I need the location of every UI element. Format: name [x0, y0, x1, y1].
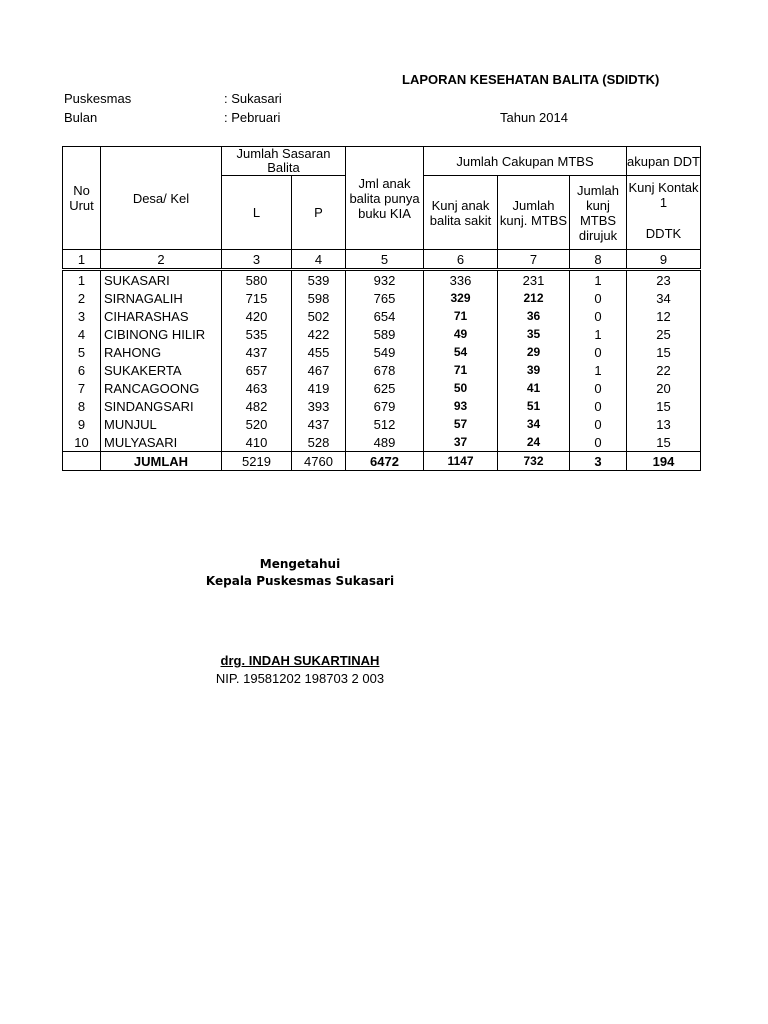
- row-kunj-mtbs: 36: [498, 307, 570, 325]
- row-kunj-mtbs: 212: [498, 289, 570, 307]
- row-kunj-mtbs: 24: [498, 433, 570, 452]
- row-no: 10: [63, 433, 101, 452]
- row-kia: 625: [346, 379, 424, 397]
- row-desa: SUKAKERTA: [101, 361, 222, 379]
- col-number: 2: [101, 250, 222, 270]
- row-kia: 589: [346, 325, 424, 343]
- col-number: 7: [498, 250, 570, 270]
- row-kunj-mtbs: 34: [498, 415, 570, 433]
- row-ddtk: 22: [627, 361, 701, 379]
- row-no: 7: [63, 379, 101, 397]
- row-dirujuk: 1: [570, 270, 627, 290]
- report-table: [62, 146, 701, 471]
- col-number: 1: [63, 250, 101, 270]
- total-l: 5219: [222, 452, 292, 471]
- row-ddtk: 20: [627, 379, 701, 397]
- col-number: 6: [424, 250, 498, 270]
- row-ddtk: 34: [627, 289, 701, 307]
- row-p: 455: [292, 343, 346, 361]
- row-l: 657: [222, 361, 292, 379]
- row-desa: SINDANGSARI: [101, 397, 222, 415]
- total-row: [63, 452, 701, 471]
- row-kia: 678: [346, 361, 424, 379]
- report-title: LAPORAN KESEHATAN BALITA (SDIDTK): [402, 72, 660, 87]
- row-kia: 765: [346, 289, 424, 307]
- col-number: 5: [346, 250, 424, 270]
- row-desa: MULYASARI: [101, 433, 222, 452]
- header-kunj-sakit: Kunj anak balita sakit: [424, 176, 498, 250]
- row-p: 539: [292, 270, 346, 290]
- row-p: 437: [292, 415, 346, 433]
- puskesmas-value: : Sukasari: [224, 91, 282, 106]
- row-kunj-sakit: 57: [424, 415, 498, 433]
- total-label: JUMLAH: [101, 452, 222, 471]
- row-no: 5: [63, 343, 101, 361]
- row-dirujuk: 0: [570, 343, 627, 361]
- table-row: [63, 397, 701, 415]
- row-ddtk: 23: [627, 270, 701, 290]
- table-row: [63, 325, 701, 343]
- table-row: [63, 289, 701, 307]
- row-kunj-sakit: 37: [424, 433, 498, 452]
- row-kunj-sakit: 50: [424, 379, 498, 397]
- row-kia: 512: [346, 415, 424, 433]
- row-l: 482: [222, 397, 292, 415]
- row-p: 528: [292, 433, 346, 452]
- column-number-row: [63, 250, 701, 270]
- total-kia: 6472: [346, 452, 424, 471]
- table-row: [63, 433, 701, 452]
- row-desa: SIRNAGALIH: [101, 289, 222, 307]
- row-no: 3: [63, 307, 101, 325]
- row-kia: 679: [346, 397, 424, 415]
- row-desa: CIHARASHAS: [101, 307, 222, 325]
- row-desa: RAHONG: [101, 343, 222, 361]
- row-kia: 489: [346, 433, 424, 452]
- jabatan-text: Kepala Puskesmas Sukasari: [205, 574, 395, 588]
- row-kia: 932: [346, 270, 424, 290]
- row-kunj-mtbs: 231: [498, 270, 570, 290]
- row-p: 467: [292, 361, 346, 379]
- row-dirujuk: 0: [570, 415, 627, 433]
- tahun-label: Tahun 2014: [500, 110, 568, 125]
- row-ddtk: 15: [627, 433, 701, 452]
- row-kunj-sakit: 336: [424, 270, 498, 290]
- col-number: 3: [222, 250, 292, 270]
- row-p: 502: [292, 307, 346, 325]
- header-l: L: [222, 176, 292, 250]
- row-dirujuk: 0: [570, 289, 627, 307]
- row-kunj-sakit: 329: [424, 289, 498, 307]
- total-p: 4760: [292, 452, 346, 471]
- header-cakupan-ddtk: akupan DDT: [627, 147, 701, 176]
- row-desa: RANCAGOONG: [101, 379, 222, 397]
- row-no: 9: [63, 415, 101, 433]
- row-kunj-mtbs: 29: [498, 343, 570, 361]
- row-no: 8: [63, 397, 101, 415]
- total-ddtk: 194: [627, 452, 701, 471]
- row-kunj-sakit: 93: [424, 397, 498, 415]
- row-desa: MUNJUL: [101, 415, 222, 433]
- row-no: 4: [63, 325, 101, 343]
- signatory-nip: NIP. 19581202 198703 2 003: [215, 671, 385, 686]
- row-l: 410: [222, 433, 292, 452]
- total-mtbs: 732: [498, 452, 570, 471]
- row-ddtk: 25: [627, 325, 701, 343]
- row-ddtk: 15: [627, 397, 701, 415]
- row-dirujuk: 1: [570, 325, 627, 343]
- row-dirujuk: 0: [570, 379, 627, 397]
- col-number: 9: [627, 250, 701, 270]
- table-row: [63, 343, 701, 361]
- row-no: 1: [63, 270, 101, 290]
- table-row: [63, 307, 701, 325]
- row-kunj-sakit: 71: [424, 307, 498, 325]
- row-l: 437: [222, 343, 292, 361]
- header-ddtk: [627, 176, 701, 250]
- table-row: [63, 379, 701, 397]
- row-l: 420: [222, 307, 292, 325]
- header-dirujuk: Jumlah kunj MTBS dirujuk: [570, 176, 627, 250]
- row-no: 2: [63, 289, 101, 307]
- row-ddtk: 12: [627, 307, 701, 325]
- row-ddtk: 15: [627, 343, 701, 361]
- mengetahui-text: Mengetahui: [259, 557, 341, 571]
- row-l: 463: [222, 379, 292, 397]
- total-sakit: 1147: [424, 452, 498, 471]
- header-kunj-mtbs: Jumlah kunj. MTBS: [498, 176, 570, 250]
- row-kunj-mtbs: 41: [498, 379, 570, 397]
- bulan-value: : Pebruari: [224, 110, 281, 125]
- puskesmas-label: Puskesmas: [64, 91, 132, 106]
- header-kontak: Kunj Kontak 1: [628, 180, 699, 210]
- header-desa: Desa/ Kel: [101, 147, 222, 250]
- header-cakupan-mtbs: Jumlah Cakupan MTBS: [424, 147, 627, 176]
- header-p: P: [292, 176, 346, 250]
- header-sasaran: Jumlah Sasaran Balita: [222, 147, 346, 176]
- col-number: 4: [292, 250, 346, 270]
- row-p: 393: [292, 397, 346, 415]
- table-row: [63, 270, 701, 290]
- row-kunj-mtbs: 51: [498, 397, 570, 415]
- table-row: [63, 415, 701, 433]
- header-no-urut: No Urut: [63, 147, 101, 250]
- row-dirujuk: 0: [570, 307, 627, 325]
- row-no: 6: [63, 361, 101, 379]
- row-kunj-mtbs: 39: [498, 361, 570, 379]
- row-dirujuk: 0: [570, 397, 627, 415]
- header-kia: Jml anak balita punya buku KIA: [346, 147, 424, 250]
- row-l: 580: [222, 270, 292, 290]
- row-kunj-sakit: 54: [424, 343, 498, 361]
- table-row: [63, 361, 701, 379]
- header-ddtk-label: DDTK: [645, 226, 682, 241]
- row-ddtk: 13: [627, 415, 701, 433]
- row-p: 419: [292, 379, 346, 397]
- row-kunj-sakit: 49: [424, 325, 498, 343]
- signatory-name: drg. INDAH SUKARTINAH: [220, 653, 380, 668]
- row-dirujuk: 1: [570, 361, 627, 379]
- row-l: 715: [222, 289, 292, 307]
- row-l: 520: [222, 415, 292, 433]
- row-p: 598: [292, 289, 346, 307]
- row-kia: 654: [346, 307, 424, 325]
- row-kia: 549: [346, 343, 424, 361]
- row-kunj-sakit: 71: [424, 361, 498, 379]
- row-kunj-mtbs: 35: [498, 325, 570, 343]
- col-number: 8: [570, 250, 627, 270]
- bulan-label: Bulan: [64, 110, 98, 125]
- row-p: 422: [292, 325, 346, 343]
- row-desa: CIBINONG HILIR: [101, 325, 222, 343]
- row-l: 535: [222, 325, 292, 343]
- row-dirujuk: 0: [570, 433, 627, 452]
- total-no: [63, 452, 101, 471]
- row-desa: SUKASARI: [101, 270, 222, 290]
- total-rujuk: 3: [570, 452, 627, 471]
